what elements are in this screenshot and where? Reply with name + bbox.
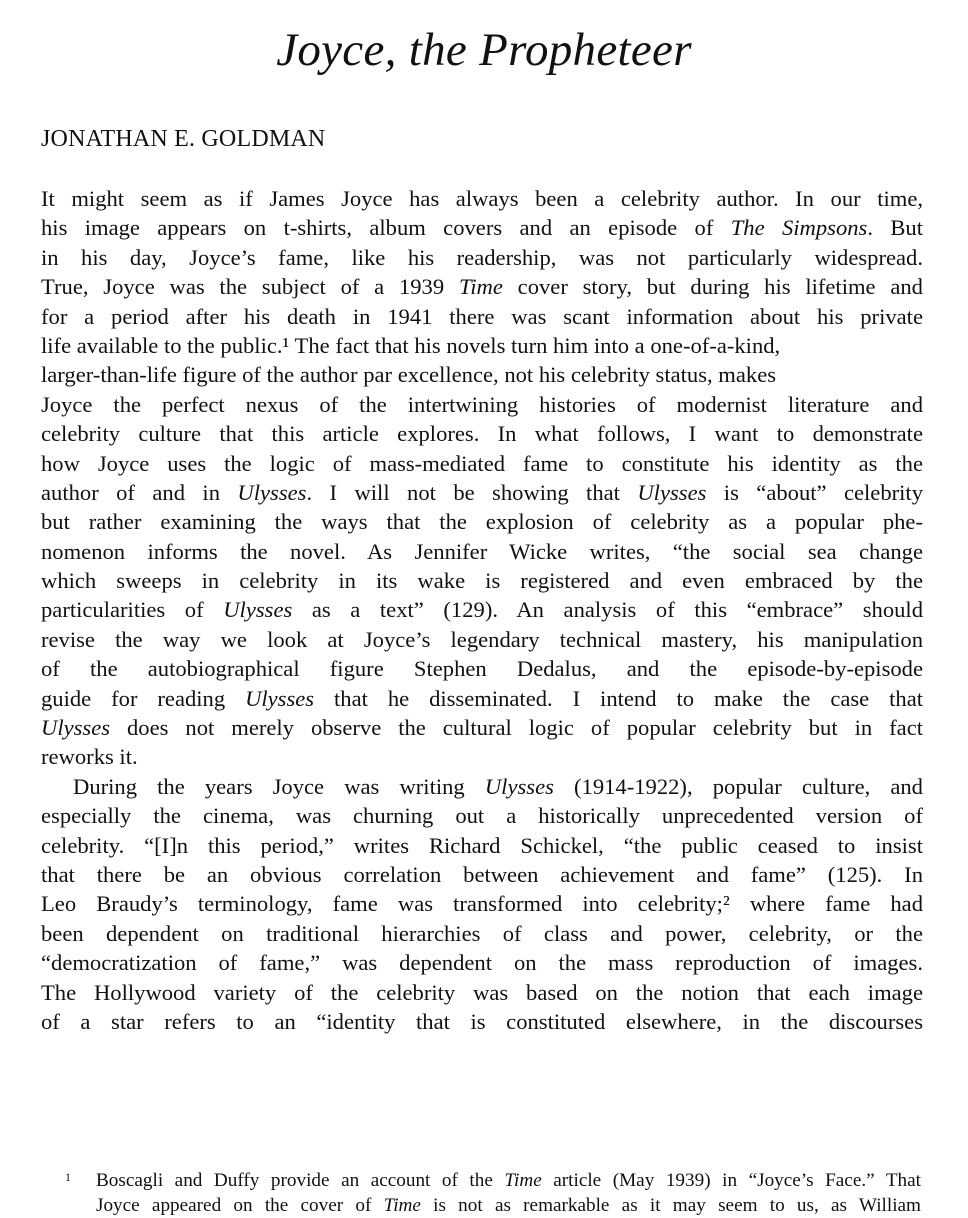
- body-line: life available to the public.¹ The fact that his novels turn him into a one-of-a-kind,: [41, 332, 781, 358]
- article-title: Joyce, the Propheteer: [276, 24, 692, 76]
- body-line: Ulysses does not merely observe the cultural logic of popular celebrity but in fact: [41, 715, 923, 741]
- footnote-section: [41, 1168, 921, 1218]
- body-line: that there be an obvious correlation between achievement and fame” (125). In: [41, 861, 923, 887]
- body-line: Leo Braudy’s terminology, fame was transformed into celebrity;² where fame had: [41, 891, 923, 917]
- body-line: author of and in Ulysses. I will not be showing that Ulysses is “about” celebrity: [41, 479, 923, 505]
- body-line: It might seem as if James Joyce has always been a celebrity author. In our time,: [41, 186, 923, 211]
- footnote-number: 1: [65, 1170, 71, 1184]
- body-line: celebrity culture that this article explores. In what follows, I want to demonstrate: [41, 421, 923, 447]
- body-line: reworks it.: [41, 744, 138, 770]
- body-line: celebrity. “[I]n this period,” writes Richard Schickel, “the public ceased to insist: [41, 832, 923, 858]
- body-line: of the autobiographical figure Stephen Dedalus, and the episode-by-episode: [41, 656, 923, 682]
- body-line: “democratization of fame,” was dependent on the mass reproduction of images.: [41, 950, 923, 976]
- body-line: particularities of Ulysses as a text” (129). An analysis of this “embrace” should: [41, 597, 923, 623]
- article-body: [41, 184, 923, 1036]
- body-line: Joyce the perfect nexus of the intertwining histories of modernist literature and: [41, 391, 923, 417]
- body-line: guide for reading Ulysses that he disseminated. I intend to make the case that: [41, 685, 923, 711]
- footnote-text: Joyce appeared on the cover of Time is not as remarkable as it may seem to us, as William: [96, 1195, 921, 1216]
- body-line: revise the way we look at Joyce’s legendary technical mastery, his manipulation: [41, 626, 923, 652]
- body-line: for a period after his death in 1941 there was scant information about his private: [41, 303, 923, 329]
- body-line: how Joyce uses the logic of mass-mediated fame to constitute his identity as the: [41, 450, 923, 476]
- footnote-line: [41, 1168, 921, 1193]
- body-line: been dependent on traditional hierarchies of class and power, celebrity, or the: [41, 920, 923, 946]
- body-line: especially the cinema, was churning out a historically unprecedented version of: [41, 803, 923, 829]
- body-line: in his day, Joyce’s fame, like his readership, was not particularly widespread.: [41, 244, 923, 270]
- body-line: True, Joyce was the subject of a 1939 Time cover story, but during his lifetime and: [41, 274, 923, 300]
- body-line: The Hollywood variety of the celebrity was based on the notion that each image: [41, 979, 923, 1005]
- footnote-text: Boscagli and Duffy provide an account of the Time article (May 1939) in “Joyce’s Face.” That: [96, 1170, 921, 1191]
- body-line: During the years Joyce was writing Ulysses (1914-1922), popular culture, and: [73, 773, 923, 799]
- body-line: but rather examining the ways that the explosion of celebrity as a popular phe-: [41, 509, 923, 535]
- body-line: of a star refers to an “identity that is constituted elsewhere, in the discourses: [41, 1008, 923, 1034]
- body-line: his image appears on t-shirts, album covers and an episode of The Simpsons. But: [41, 215, 923, 241]
- article-author: JONATHAN E. GOLDMAN: [41, 126, 326, 152]
- footnote-line: [41, 1193, 921, 1218]
- body-line: nomenon informs the novel. As Jennifer Wicke writes, “the social sea change: [41, 538, 923, 564]
- body-line: which sweeps in celebrity in its wake is registered and even embraced by the: [41, 568, 923, 594]
- body-line: larger-than-life figure of the author par excellence, not his celebrity status, makes: [41, 362, 777, 388]
